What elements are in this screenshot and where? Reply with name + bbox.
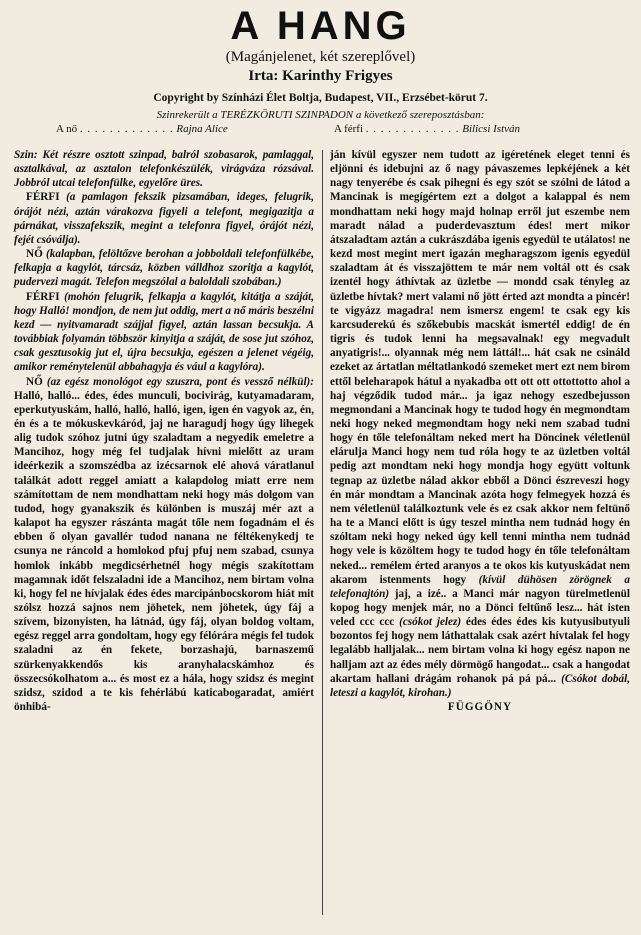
author-line: Irta: Karinthy Frigyes <box>248 68 393 84</box>
stage-direction: (a pamlagon fekszik pizsamában, ideges, felugrik, órájót nézi, aztán várakozva figyeli a telefont, megigazitja a párnákat, visszafekszik, megint a telefonra figyel, órájót nézi, fejét csóválja). <box>14 191 314 246</box>
subtitle: (Magánjelenet, két szereplővel) <box>225 49 416 65</box>
stage-direction: (mohón felugrik, felkapja a kagylót, kitátja a száját, hogy Halló! mondjon, de nem jut oddig, mert a nő máris beszélni kezd — nyitvamaradt szájjal figyel, aztán lassan becsukja. A továbbiak folyamán többször kinyitja a száját, de sose jut szóhoz, csak gesztusokig jut el, újra becsukja, egészen a jelenet végéig, amikor reménytelenül abbahagyja és vául a kagylóra). <box>14 290 314 374</box>
copyright-line: Copyright by Színházi Élet Boltja, Budapest, VII., Erzsébet-körut 7. <box>153 92 488 104</box>
monologue: édes édes édes kis kutyusibutyuli bozontos fej hogy nem láthattalak csak azért hívtalak fel hogy legalább halljalak... nem birtam volna ki hogy egész napon ne halljam azt az édes mély dörmögő hangodat... csak a hangodat akartam hallani drágám rohanok pá pá pá... <box>330 616 630 685</box>
page-title: A HANG <box>230 4 411 48</box>
cast-actor: Rajna Alice <box>176 123 228 135</box>
paragraph <box>14 247 314 289</box>
left-column <box>14 148 314 714</box>
cast-entry-man <box>334 122 520 136</box>
paragraph <box>330 148 630 700</box>
paragraph <box>14 290 314 375</box>
stage-direction: (kalapban, felöltőzve berohan a jobboldali telefonfülkébe, felkapja a kagylót, tárcsáz, közben válldhoz szoritja a kagylót, pudervezi magát. Telefon megszólal a baloldali szobában.) <box>14 248 315 289</box>
cast-dots: . . . . . . . . . . . . . <box>365 123 460 135</box>
right-column <box>330 148 630 714</box>
scene-description: Szin: Két részre osztott szinpad, balról szobasarok, pamlaggal, asztalkával, az asztalon telefonkészülék, virágváza rózsával. Jobbról utcai telefonfülke, egyelőre üres. <box>14 149 314 190</box>
stage-direction: (csókot jelez) <box>399 616 462 629</box>
monologue: ján kívül egyszer nem tudott az igéretének eleget tenni és eljönni és idebujni az ő nagy pávaszemes lepkéjének a két nagy tenyerébe és csak pihegni és egy szót se szólni de látod a Mancinak is megígértem ezt a dolgot a kalappal és nem mondhattam neki hogy majd holnap erről jut eszembe nem maradt nálad a puderdevasztum édes! mert mikor átszaladtam aztán a cukrászdába igenis egyedül te utálatos! ne kezd most megint mert igazán megharagszom igenis egyedül szaladtam át és visszajöttem te már nem voltál ott és csak izentél hogy áthívtak az üzletbe — mondd csak tényleg az üzletbe hívtak? mert valami nő jött érted azt mondta a pincér! te vigyázz magadra! nem ismersz engem! te csak egy kis karcsuderekú és szőkebubis macskát ismertél eddig! de én tigris és tudok lenni ha megsavalnak! egy megvadult anyatigris!... olyannak még nem láttál!... hát csak ne csináld ezeket az ártatlan méltatlankodó szemeket mert ezt nem birom ettől beleharapok hátul a nyakadba ott ott ott ottottotto ahol a haj végződik tudod már... ja igaz nehogy eszedbejusson megmondani a Mancinak hogy te tudod hogy én megmondtam neki hogy neked megmondtam hogy neki nem szabad tudni hogy én tőle telefonáltam neked mert ha Döncinek véletlenül elárulja Manci hogy nem tud róla hogy te az üzletben voltál pedig azt mondtam neki hogy mondja hogy együtt voltunk tegnap az üzletbe nálad akkor ebből a Dönci észreveszi hogy én már mondtam a Mancinak azóta hogy felmegyek hozzá és nem véletlenül találkoztunk vele és ez csak akkor nem feltünő ha te a Manci előtt is úgy teszel mintha nem tudnád hogy én szóltam neki hogy neked úgy kell tenni mintha nem tudnád hogy vele is közöltem hogy te tudod hogy én tőle telefonáltam neked... remélem érted aranyos a te okos kis kutyuskádat nem akarom istenments hogy <box>330 149 630 586</box>
speaker: FÉRFI <box>26 191 60 204</box>
paragraph <box>14 190 314 247</box>
speaker: NŐ <box>26 375 43 388</box>
monologue: jaj, a izé.. a Manci már nagyon türelmetlenül kopog hogy menjek már, no a Dönci feltűnő lesz... hát isten veled ccc ccc <box>330 587 631 629</box>
cast-dots: . . . . . . . . . . . . . <box>79 123 174 135</box>
stage-direction: (kívül dühösen zörögnek a telefonajtón) <box>330 573 630 600</box>
speaker: NŐ <box>26 248 43 261</box>
cast-entry-woman <box>56 122 228 136</box>
column-divider <box>322 150 323 915</box>
stage-direction: (az egész monológot egy szuszra, pont és vessző nélkül): <box>46 375 315 388</box>
paragraph <box>14 375 314 715</box>
cast-role: A férfi <box>334 123 364 135</box>
monologue: Halló, halló... édes, édes munculi, bocivirág, kutyamadaram, eperkutyuskám, halló, halló, halló, igen, igen én vagyok az, én, én és a te mókuskevkáród, jaj ne haragudj hogy úgy lihegek alig tudok szóhoz jutni úgy szaladtam a negyedik emeletre a Mancihoz, hogy még fel tudjalak hívni mielőtt az uram ideérkezik a szomszédba az izécsarnok elé ahová váratlanul találkát adott reggel amiatt a kalapdolog miatt erre nem számítottam de nem mondhattam neki hogy más dolgom van tudod, hogy gyanakszik és különben is muszáj mér azt a kalapot ha egyszer rászánta magát tőle nem fogadnám el és ebben ő olyan gavallér tudod nanana ne féltékenykedj te csunya ne ráncold a homlokod pfuj pfuj nem szabad, csunya homlok inkább megdicsérhetnél hogy mégis szakítottam magamnak időt felszaladni ide a Mancihoz, nem birtam volna ki, hogy fel ne hívjalak édes édes marcipánbocskorom hiát mit szólsz hozzá sajnos nem jöhetek, nem jöhetek, úgy fáj a szívem, bizonyisten, ha látnád, úgy fáj, olyan boldog voltam, egész reggel arra gondoltam, hogy egy félórára mégis fel tudok szaladni az én fekete, borzashajú, barnaszemű szürkenyakkendős kis aranyhalacskámhoz és összecsókolhatom a... és most ez a hála, hogy szidsz és megint szidsz, szidod a te kis fehérlábú katicabogaradat, amiért önhibá- <box>14 389 314 714</box>
premiere-line: Szinrekerült a TERÉZKÖRUTI SZINPADON a következő szereposztásban: <box>156 109 485 121</box>
speaker: FÉRFI <box>26 290 60 303</box>
curtain-label: FÜGGÖNY <box>447 701 513 714</box>
cast-role: A nő <box>56 123 78 135</box>
cast-actor: Bilicsi István <box>462 123 521 135</box>
stage-direction: (Csókot dobál, leteszi a kagylót, kirohan.) <box>330 672 631 699</box>
